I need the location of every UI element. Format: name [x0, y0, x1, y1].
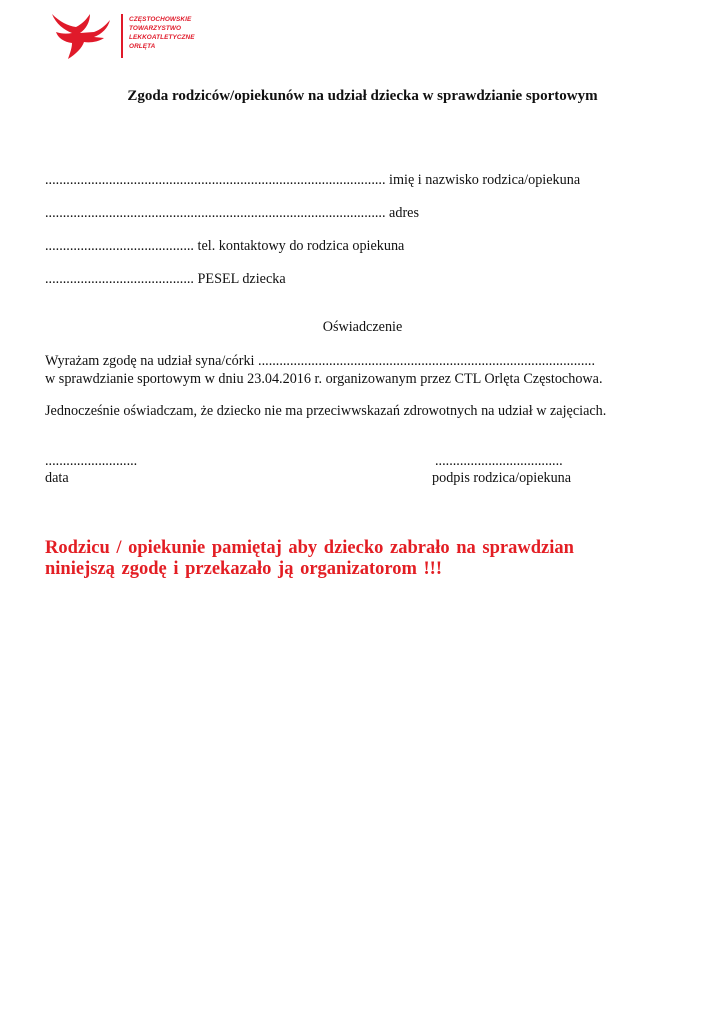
date-dots: .......................... — [45, 453, 138, 469]
signature-dots: .................................... — [435, 453, 563, 469]
logo-divider — [121, 14, 123, 58]
health-statement: Jednocześnie oświadczam, że dziecko nie ma przeciwwskazań zdrowotnych na udział w zajęciach. — [45, 403, 607, 419]
eagle-icon — [50, 12, 120, 62]
address-field: ................................................................................................ adres — [45, 205, 419, 221]
logo-line: TOWARZYSTWO — [129, 25, 182, 32]
document-title: Zgoda rodziców/opiekunów na udział dziecka w sprawdzianie sportowym — [127, 88, 598, 104]
signature-label: podpis rodzica/opiekuna — [432, 470, 572, 486]
logo-wordmark — [129, 15, 209, 51]
parent-name-field: ................................................................................................ imię i nazwisko rodzica/opiekuna — [45, 172, 581, 188]
logo-line: ORLĘTA — [129, 43, 156, 50]
declaration-heading: Oświadczenie — [322, 319, 403, 335]
date-label: data — [45, 470, 69, 486]
club-logo — [50, 12, 200, 62]
phone-field: .......................................... tel. kontaktowy do rodzica opiekuna — [45, 238, 405, 254]
logo-line: CZĘSTOCHOWSKIE — [129, 16, 192, 23]
consent-event-line: w sprawdzianie sportowym w dniu 23.04.2016 r. organizowanym przez CTL Orlęta Częstochowa. — [45, 371, 603, 387]
consent-line: Wyrażam zgodę na udział syna/córki ............................................................................................... — [45, 353, 596, 369]
logo-line: LEKKOATLETYCZNE — [129, 34, 195, 41]
pesel-field: .......................................... PESEL dziecka — [45, 271, 286, 287]
reminder-warning — [45, 538, 695, 580]
warning-line: niniejszą zgodę i przekazało ją organizatorom !!! — [45, 559, 442, 579]
warning-line: Rodzicu / opiekunie pamiętaj aby dziecko zabrało na sprawdzian — [45, 538, 574, 558]
